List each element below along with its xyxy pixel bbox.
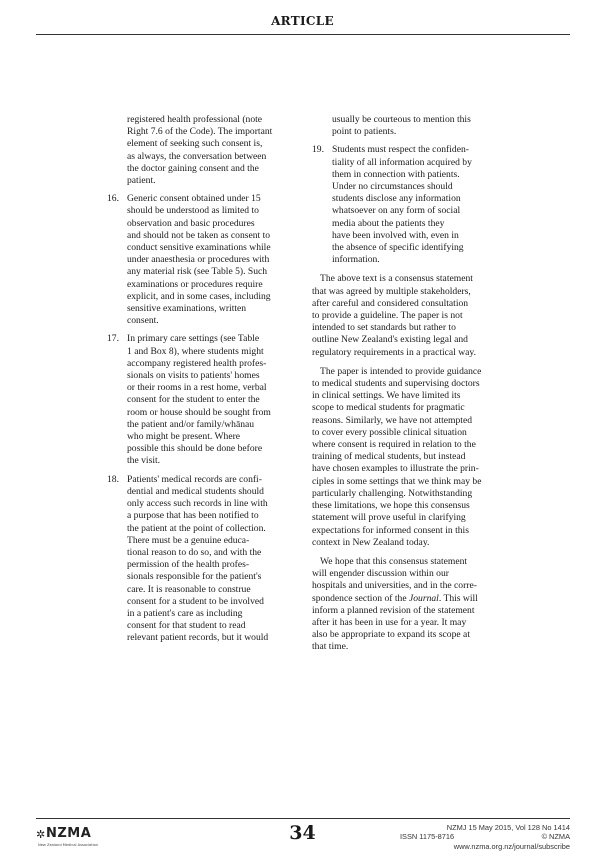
text-line: statement will prove useful in clarifying: [312, 512, 466, 524]
text-line: where consent is required in relation to the: [312, 439, 476, 451]
footer-meta: [400, 823, 570, 851]
text-line: tional reason to do so, and with the: [127, 546, 262, 558]
text-line: Patients' medical records are confi-: [127, 473, 262, 485]
text-line: the doctor gaining consent and the: [127, 162, 259, 174]
header-divider: [36, 34, 570, 35]
text-line: to medical students and supervising doctors: [312, 378, 480, 390]
text-line: outline New Zealand's existing legal and: [312, 334, 468, 346]
text-line: the visit.: [127, 455, 161, 467]
paragraph-discussion: [312, 556, 504, 654]
text-line: and should not be taken as consent to: [127, 229, 271, 241]
text-line: or their rooms in a rest home, verbal: [127, 382, 267, 394]
text-line: the absence of specific identifying: [332, 242, 464, 254]
text-line: the patient at the point of collection.: [127, 522, 266, 534]
text-line: spondence section of the Journal. This will: [312, 592, 478, 604]
text-line: also be appropriate to expand its scope at: [312, 629, 470, 641]
text-line: a purpose that has been notified to: [127, 510, 259, 522]
list-item: [107, 193, 297, 327]
text-line: point to patients.: [332, 126, 397, 138]
list-number: 18.: [107, 473, 119, 485]
text-line: have chosen examples to illustrate the prin-: [312, 463, 479, 475]
text-line: Generic consent obtained under 15: [127, 193, 261, 205]
continued-text: [107, 114, 297, 187]
text-line: information.: [332, 254, 380, 266]
text-line: to cover every possible clinical situation: [312, 426, 467, 438]
text-line: consent for a student to be involved: [127, 595, 264, 607]
text-line: consent.: [127, 315, 159, 327]
text-line: registered health professional (note: [127, 114, 263, 125]
text-line: under anaesthesia or procedures with: [127, 254, 270, 266]
text-line: usually be courteous to mention this: [332, 114, 471, 125]
text-line: consent for that student to read: [127, 620, 246, 632]
list-number: 19.: [312, 144, 324, 156]
text-line: should be understood as limited to: [127, 205, 259, 217]
running-header: ARTICLE: [271, 14, 334, 28]
text-line: scope to medical students for pragmatic: [312, 402, 465, 414]
issn: ISSN 1175-8716: [400, 832, 455, 842]
paragraph-guidance: [312, 366, 504, 549]
text-line: In primary care settings (see Table: [127, 333, 260, 345]
text-line: regulatory requirements in a practical way.: [312, 346, 476, 358]
text-line: permission of the health profes-: [127, 559, 250, 571]
text-line: reasons. Similarly, we have not attempted: [312, 414, 473, 426]
text-line: after it has been in use for a year. It may: [312, 616, 467, 628]
logo-text: NZMA: [46, 826, 92, 841]
text-line: relevant patient records, but it would: [127, 632, 269, 644]
text-line: ciples in some settings that we think may be: [312, 475, 482, 487]
continued-text: [312, 114, 504, 138]
text-line: that time.: [312, 641, 349, 653]
list-number: 17.: [107, 333, 119, 345]
text-line: to provide a guideline. The paper is not: [312, 310, 463, 322]
text-line: any material risk (see Table 5). Such: [127, 266, 268, 278]
text-line: consent for the student to enter the: [127, 394, 260, 406]
text-line: in a patient's care as including: [127, 607, 243, 619]
text-line: The paper is intended to provide guidance: [320, 365, 482, 377]
logo-mark-icon: ✲: [36, 828, 46, 841]
text-line: explicit, and in some cases, including: [127, 290, 271, 302]
text-line: dential and medical students should: [127, 485, 264, 497]
text-line: particularly challenging. Notwithstanding: [312, 487, 473, 499]
footer-divider: [36, 818, 570, 819]
text-line: sionals on visits to patients' homes: [127, 370, 260, 382]
text-line: hospitals and universities, and in the corre-: [312, 580, 477, 592]
left-column: [107, 114, 297, 645]
text-line: element of seeking such consent is,: [127, 138, 263, 150]
text-line: have been involved with, even in: [332, 229, 459, 241]
text-line: only access such records in line with: [127, 498, 268, 510]
copyright: © NZMA: [541, 832, 570, 842]
text-line: as always, the conversation between: [127, 150, 267, 162]
text-line: There must be a genuine educa-: [127, 534, 250, 546]
text-line: care. It is reasonable to construe: [127, 583, 251, 595]
text-line: that was agreed by multiple stakeholders,: [312, 285, 471, 297]
text-line: who might be present. Where: [127, 431, 241, 443]
logo-subtitle: New Zealand Medical Association: [38, 843, 99, 847]
text-line: whatsoever on any form of social: [332, 205, 461, 217]
text-line: these limitations, we hope this consensus: [312, 500, 470, 512]
text-line: accompany registered health profes-: [127, 357, 267, 369]
text-line: Right 7.6 of the Code). The important: [127, 126, 273, 138]
subscribe-url: www.nzma.org.nz/journal/subscribe: [453, 841, 570, 851]
text-line: them in connection with patients.: [332, 168, 460, 180]
text-line: training of medical students, but instead: [312, 451, 466, 463]
text-line: media about the patients they: [332, 217, 445, 229]
text-line: 1 and Box 8), where students might: [127, 345, 264, 357]
list-number: 16.: [107, 193, 119, 205]
paragraph-consensus: [312, 273, 504, 358]
text-line: context in New Zealand today.: [312, 536, 430, 548]
text-line: Under no circumstances should: [332, 181, 453, 193]
page-number: 34: [289, 822, 316, 844]
text-line: in clinical settings. We have limited its: [312, 390, 461, 402]
list-item-19: [312, 144, 504, 266]
text-line: tiality of all information acquired by: [332, 156, 472, 168]
text-line: We hope that this consensus statement: [320, 555, 468, 567]
text-line: room or house should be sought from: [127, 406, 271, 418]
text-line: examinations or procedures require: [127, 278, 263, 290]
text-line: Students must respect the confiden-: [332, 144, 469, 156]
text-line: patient.: [127, 175, 156, 187]
text-line: students disclose any information: [332, 193, 461, 205]
text-line: after careful and considered consultation: [312, 297, 469, 309]
citation: NZMJ 15 May 2015, Vol 128 No 1414: [446, 823, 570, 832]
text-line: conduct sensitive examinations while: [127, 242, 271, 254]
numbered-list: [107, 187, 297, 644]
list-item: [312, 144, 504, 266]
journal-title: Journal: [408, 592, 439, 604]
text-line: sensitive examinations, written: [127, 303, 247, 315]
text-line: sionals responsible for the patient's: [127, 571, 262, 583]
list-item: [107, 333, 297, 467]
right-column: [312, 114, 504, 654]
text-line: inform a planned revision of the statement: [312, 604, 475, 616]
list-item: [107, 474, 297, 645]
text-line: The above text is a consensus statement: [320, 273, 473, 285]
text-line: will engender discussion within our: [312, 568, 449, 580]
text-line: expectations for informed consent in this: [312, 524, 469, 536]
text-line: possible this should be done before: [127, 443, 263, 455]
text-line: observation and basic procedures: [127, 217, 255, 229]
text-line: intended to set standards but rather to: [312, 322, 456, 334]
text-line: the patient and/or family/whānau: [127, 418, 255, 430]
